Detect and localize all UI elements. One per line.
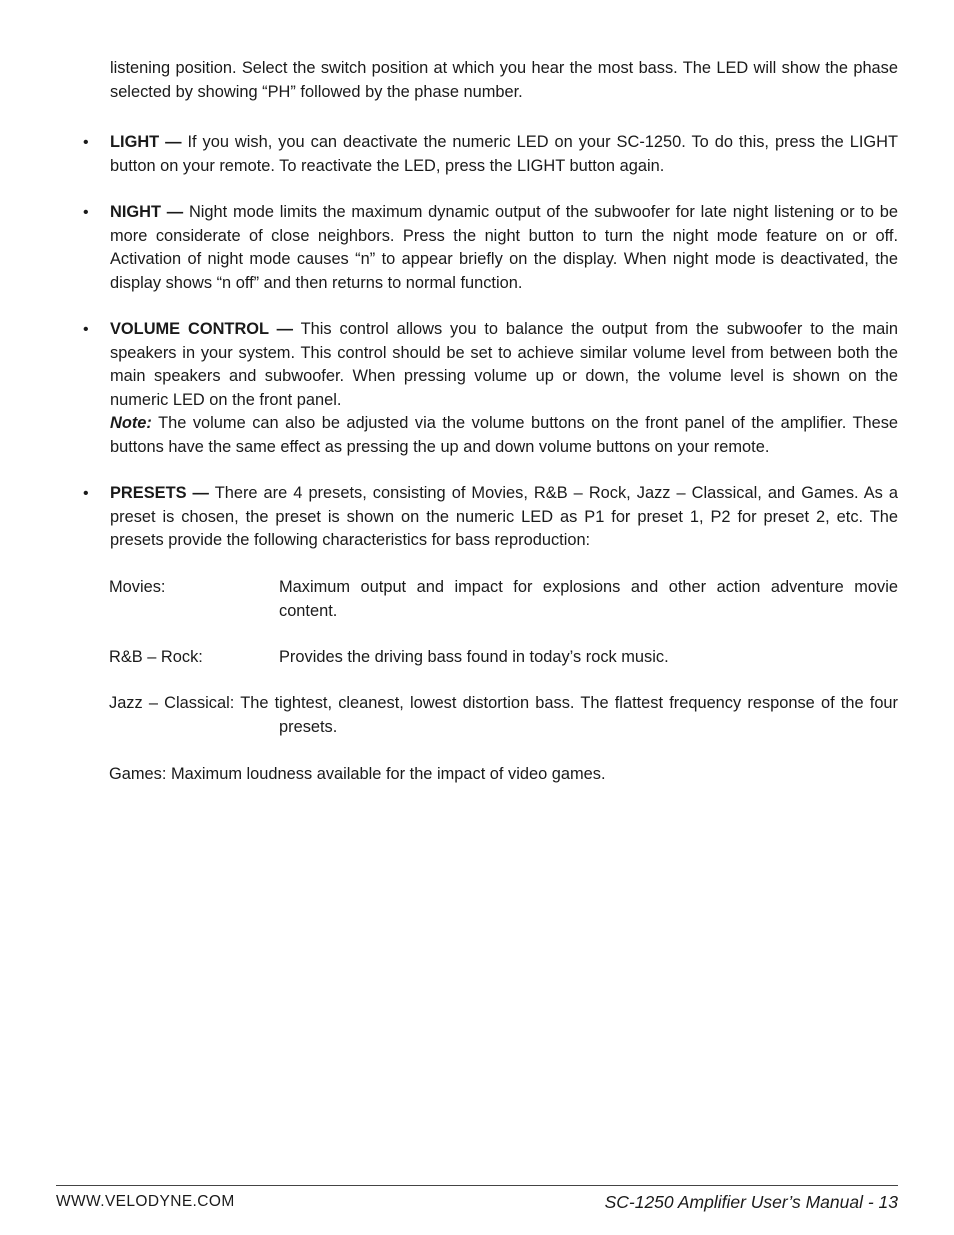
- preset-jazz-classical: [109, 692, 898, 739]
- preset-description: Provides the driving bass found in today’s rock music.: [279, 648, 669, 666]
- preset-name: R&B – Rock:: [109, 648, 203, 666]
- volume-note-paragraph: [110, 412, 898, 459]
- preset-description: Maximum output and impact for explosions and other action adventure movie content.: [279, 578, 898, 620]
- preset-inline-text: [109, 692, 898, 739]
- footer-website: WWW.VELODYNE.COM: [56, 1193, 235, 1210]
- preset-name: Games:: [109, 765, 167, 783]
- volume-heading: VOLUME CONTROL —: [110, 320, 294, 338]
- bullet-light: •: [83, 134, 89, 151]
- preset-movies: [109, 576, 898, 623]
- note-label: Note:: [110, 414, 152, 432]
- preset-name: Jazz – Classical:: [109, 694, 235, 712]
- volume-text: This control allows you to balance the output from the subwoofer to the main speakers in your system. This control should be set to achieve similar volume level from between both the main speakers and subwoofer. When pressing volume up or down, the volume level is shown on the numeric LED on the front panel.: [110, 320, 898, 409]
- night-text: Night mode limits the maximum dynamic output of the subwoofer for late night listening or to be more considerate of close neighbors. Press the night button to turn the night mode feature on or off. Activation of night mode causes “n” to appear briefly on the display. When night mode is deactivated, the display shows “n off” and then returns to normal function.: [110, 203, 899, 292]
- volume-paragraph: [110, 318, 898, 412]
- night-paragraph: [110, 201, 898, 295]
- preset-games: [109, 763, 898, 787]
- footer-manual-title: SC-1250 Amplifier User’s Manual - 13: [604, 1192, 898, 1212]
- night-heading: NIGHT —: [110, 203, 184, 221]
- preset-inline-text: [109, 763, 898, 787]
- bullet-night: •: [83, 204, 89, 221]
- footer-divider: [56, 1185, 898, 1186]
- light-text: If you wish, you can deactivate the numeric LED on your SC-1250. To do this, press the LIGHT button on your remote. To reactivate the LED, press the LIGHT button again.: [110, 133, 898, 175]
- preset-name: Movies:: [109, 578, 166, 596]
- light-heading: LIGHT —: [110, 133, 182, 151]
- bullet-presets: •: [83, 485, 89, 502]
- intro-paragraph: [110, 57, 898, 104]
- presets-heading: PRESETS —: [110, 484, 209, 502]
- bullet-volume: •: [83, 321, 89, 338]
- presets-text: There are 4 presets, consisting of Movies, R&B – Rock, Jazz – Classical, and Games. As a preset is chosen, the preset is shown on the numeric LED as P1 for preset 1, P2 for preset 2, etc. The presets provide the following characteristics for bass reproduction:: [110, 484, 898, 550]
- note-text: The volume can also be adjusted via the volume buttons on the front panel of the amplifier. These buttons have the same effect as pressing the up and down volume buttons on your remote.: [110, 414, 899, 456]
- preset-rnb-rock: [109, 646, 898, 670]
- intro-text: listening position. Select the switch position at which you hear the most bass. The LED will show the phase selected by showing “PH” followed by the phase number.: [110, 59, 898, 101]
- light-paragraph: [110, 131, 898, 178]
- preset-description: Maximum loudness available for the impact of video games.: [170, 765, 606, 783]
- preset-description: The tightest, cleanest, lowest distortion bass. The flattest frequency response of the four presets.: [240, 694, 899, 736]
- presets-paragraph: [110, 482, 898, 553]
